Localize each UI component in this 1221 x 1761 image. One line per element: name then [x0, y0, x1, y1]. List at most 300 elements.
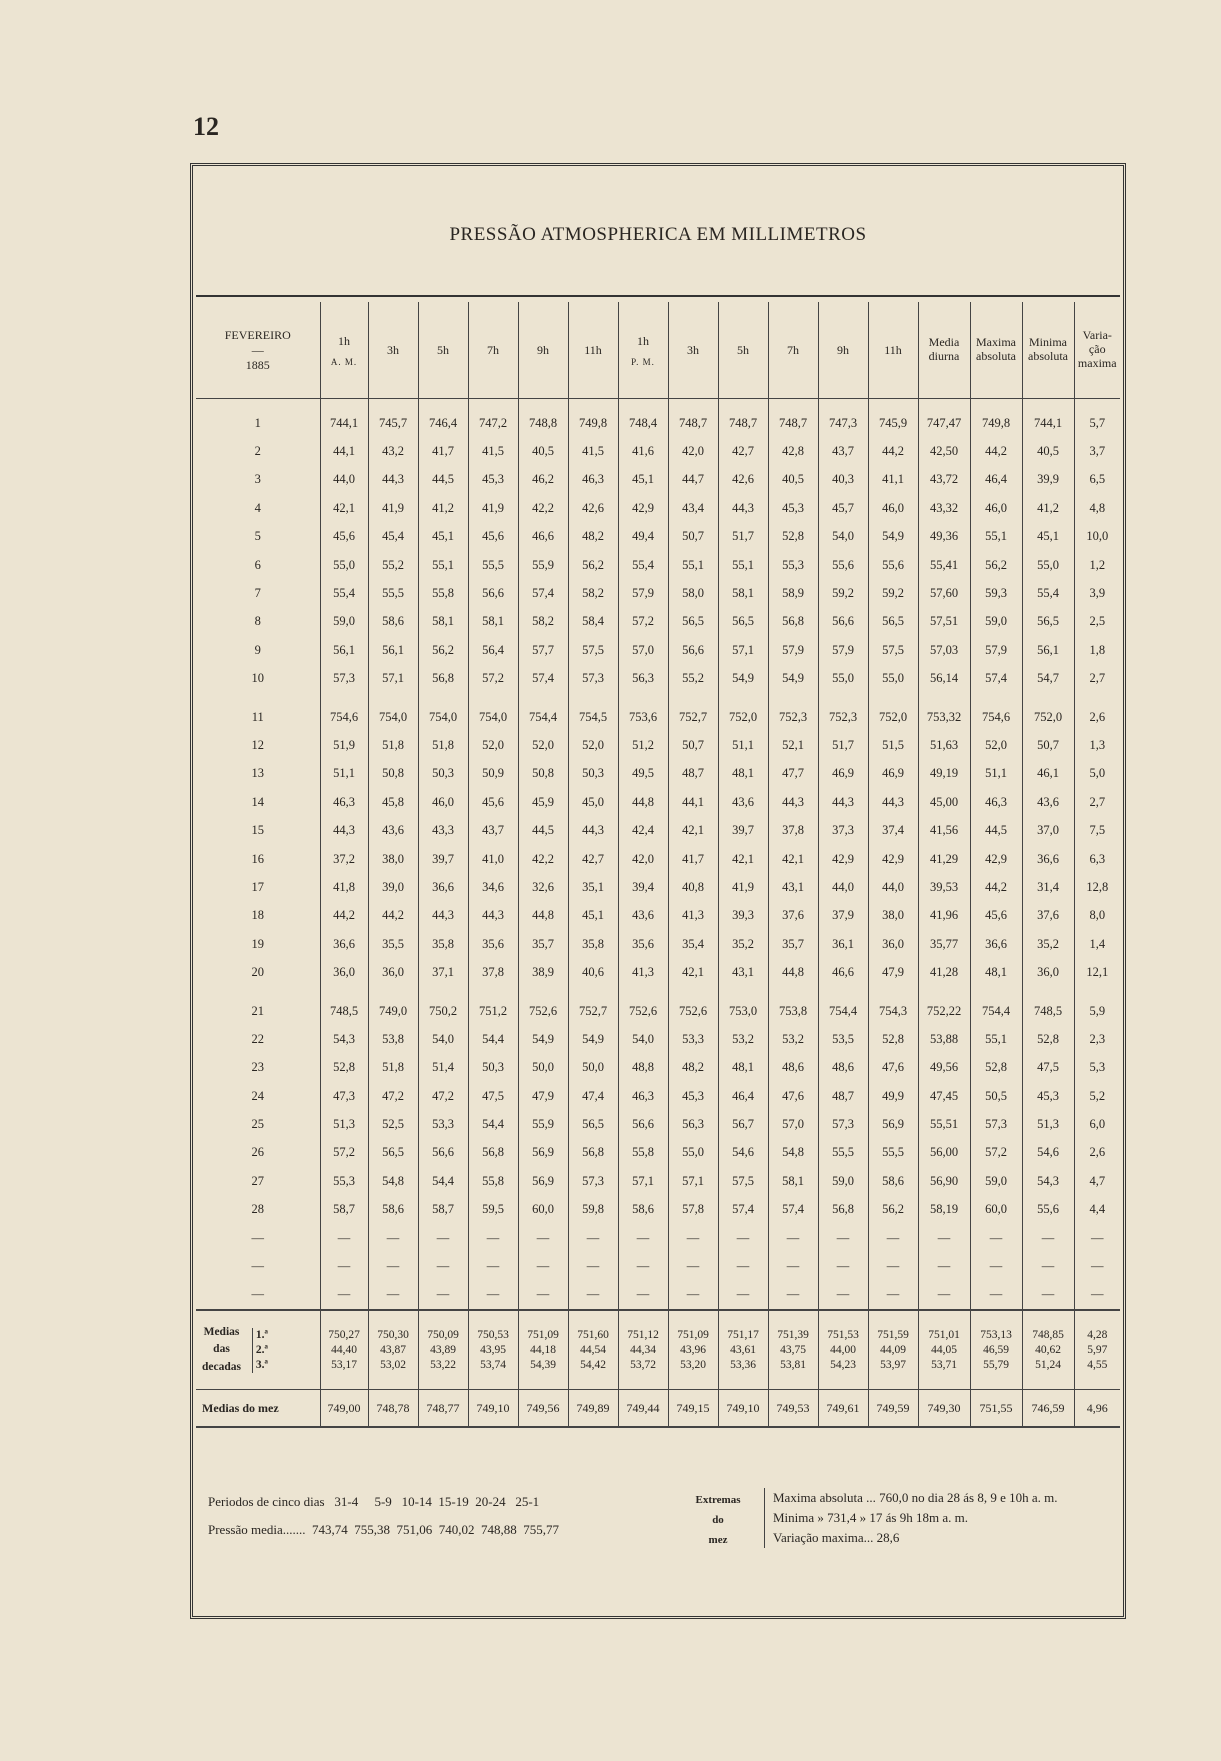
value-cell: 46,1 [1022, 760, 1074, 788]
table-row [196, 494, 1120, 522]
value-cell: 52,8 [320, 1054, 368, 1082]
value-cell: 748,5 [1022, 987, 1074, 1025]
value-cell: 57,1 [368, 665, 418, 693]
value-cell: 44,0 [868, 873, 918, 901]
value-cell: 2,3 [1074, 1025, 1120, 1053]
decade-mean-value: 750,30 [377, 1328, 409, 1341]
value-cell: 46,3 [320, 788, 368, 816]
value-cell: — [368, 1252, 418, 1280]
month-mean-cell: 749,10 [468, 1390, 518, 1428]
value-cell: 12,8 [1074, 873, 1120, 901]
value-cell: 48,1 [718, 760, 768, 788]
table-row [196, 523, 1120, 551]
value-cell: 53,88 [918, 1025, 970, 1053]
extrema-variacao: Variação maxima... 28,6 [773, 1530, 900, 1545]
value-cell: — [568, 1281, 618, 1310]
value-cell: 57,9 [768, 636, 818, 664]
value-cell: 55,41 [918, 551, 970, 579]
value-cell: 44,0 [818, 873, 868, 901]
extremas-block [764, 1488, 1058, 1548]
value-cell: 57,1 [718, 636, 768, 664]
decade-mean-value: 751,12 [627, 1328, 659, 1341]
value-cell: 52,8 [768, 523, 818, 551]
value-cell: 44,5 [418, 466, 468, 494]
value-cell: 42,9 [618, 494, 668, 522]
decade-mean-cell [1022, 1310, 1074, 1390]
value-cell: 51,7 [718, 523, 768, 551]
decade-mean-value: 4,55 [1087, 1358, 1108, 1371]
value-cell: 57,7 [518, 636, 568, 664]
value-cell: 46,3 [568, 466, 618, 494]
month-mean-cell: 749,30 [918, 1390, 970, 1428]
hour-header: 11h [568, 302, 618, 399]
value-cell: 36,1 [818, 930, 868, 958]
value-cell: 41,3 [618, 958, 668, 986]
day-cell: 18 [251, 908, 264, 923]
maxima-header: Maxima absoluta [970, 302, 1022, 399]
value-cell: 754,0 [368, 693, 418, 731]
value-cell: 51,2 [618, 731, 668, 759]
value-cell: 46,0 [418, 788, 468, 816]
value-cell: — [818, 1224, 868, 1252]
decade-mean-cell [918, 1310, 970, 1390]
value-cell: 56,5 [718, 608, 768, 636]
value-cell: 55,1 [718, 551, 768, 579]
value-cell: 56,5 [368, 1139, 418, 1167]
value-cell: 55,4 [320, 579, 368, 607]
value-cell: 41,9 [368, 494, 418, 522]
value-cell: 41,7 [668, 845, 718, 873]
value-cell: 37,8 [768, 816, 818, 844]
value-cell: 44,2 [368, 902, 418, 930]
day-cell: 16 [251, 851, 264, 866]
value-cell: 45,4 [368, 523, 418, 551]
value-cell: 1,8 [1074, 636, 1120, 664]
decade-mean-value: 44,05 [931, 1343, 957, 1356]
table-row [196, 873, 1120, 901]
table-row [196, 608, 1120, 636]
value-cell: 46,6 [518, 523, 568, 551]
value-cell: 45,1 [1022, 523, 1074, 551]
value-cell: 60,0 [518, 1196, 568, 1224]
value-cell: 52,0 [568, 731, 618, 759]
value-cell: 48,1 [718, 1054, 768, 1082]
table-row [196, 579, 1120, 607]
value-cell: 57,2 [468, 665, 518, 693]
value-cell: 748,7 [768, 399, 818, 438]
value-cell: 46,3 [970, 788, 1022, 816]
value-cell: 46,4 [970, 466, 1022, 494]
decade-mean-cell [618, 1310, 668, 1390]
value-cell: 53,2 [718, 1025, 768, 1053]
value-cell: 752,7 [568, 987, 618, 1025]
value-cell: 41,6 [618, 437, 668, 465]
decade-mean-value: 4,28 [1087, 1328, 1108, 1341]
day-cell: 7 [254, 586, 261, 601]
value-cell: 56,00 [918, 1139, 970, 1167]
month-mean-cell: 751,55 [970, 1390, 1022, 1428]
value-cell: — [970, 1281, 1022, 1310]
table-row [196, 902, 1120, 930]
value-cell: 57,2 [320, 1139, 368, 1167]
table-row [196, 1139, 1120, 1167]
value-cell: 45,7 [818, 494, 868, 522]
value-cell: 35,8 [568, 930, 618, 958]
value-cell: — [418, 1252, 468, 1280]
value-cell: 55,9 [518, 551, 568, 579]
decade-mean-value: 53,74 [480, 1358, 506, 1371]
day-cell: 6 [254, 557, 261, 572]
value-cell: 43,1 [768, 873, 818, 901]
summary-body [196, 1310, 1120, 1427]
value-cell: 48,2 [568, 523, 618, 551]
media-diurna-header: Media diurna [918, 302, 970, 399]
value-cell: — [518, 1252, 568, 1280]
value-cell: 59,0 [818, 1167, 868, 1195]
value-cell: 57,2 [970, 1139, 1022, 1167]
value-cell: 41,5 [568, 437, 618, 465]
value-cell: 36,6 [970, 930, 1022, 958]
value-cell: 42,1 [768, 845, 818, 873]
value-cell: 42,1 [668, 958, 718, 986]
day-cell: 20 [251, 965, 264, 980]
value-cell: 54,8 [368, 1167, 418, 1195]
value-cell: 46,9 [868, 760, 918, 788]
value-cell: 41,28 [918, 958, 970, 986]
hour-header: 9h [518, 302, 568, 399]
value-cell: — [418, 1224, 468, 1252]
hour-header: 3h [368, 302, 418, 399]
value-cell: 51,1 [718, 731, 768, 759]
value-cell: 2,7 [1074, 665, 1120, 693]
table-row [196, 1252, 1120, 1280]
hour-header: 3h [668, 302, 718, 399]
value-cell: 54,6 [718, 1139, 768, 1167]
table-row [196, 1281, 1120, 1310]
value-cell: 34,6 [468, 873, 518, 901]
value-cell: 42,9 [818, 845, 868, 873]
value-cell: 1,3 [1074, 731, 1120, 759]
decade-mean-value: 751,09 [677, 1328, 709, 1341]
value-cell: 10,0 [1074, 523, 1120, 551]
value-cell: 56,8 [418, 665, 468, 693]
value-cell: — [868, 1252, 918, 1280]
value-cell: 55,1 [970, 1025, 1022, 1053]
value-cell: 42,6 [568, 494, 618, 522]
value-cell: 56,9 [518, 1139, 568, 1167]
value-cell: 58,6 [618, 1196, 668, 1224]
value-cell: — [320, 1252, 368, 1280]
value-cell: 36,0 [1022, 958, 1074, 986]
value-cell: 55,0 [320, 551, 368, 579]
value-cell: 56,2 [970, 551, 1022, 579]
value-cell: 57,3 [568, 1167, 618, 1195]
table-row [196, 1224, 1120, 1252]
value-cell: 45,8 [368, 788, 418, 816]
value-cell: 55,0 [868, 665, 918, 693]
value-cell: 750,2 [418, 987, 468, 1025]
value-cell: 35,2 [1022, 930, 1074, 958]
decade-mean-cell [518, 1310, 568, 1390]
value-cell: 4,7 [1074, 1167, 1120, 1195]
value-cell: 56,90 [918, 1167, 970, 1195]
decade-mean-value: 46,59 [983, 1343, 1009, 1356]
value-cell: 51,63 [918, 731, 970, 759]
value-cell: 31,4 [1022, 873, 1074, 901]
value-cell: 55,0 [668, 1139, 718, 1167]
day-cell: 1 [254, 415, 261, 430]
value-cell: 46,0 [970, 494, 1022, 522]
value-cell: 42,1 [668, 816, 718, 844]
value-cell: 53,5 [818, 1025, 868, 1053]
value-cell: 55,9 [518, 1110, 568, 1138]
value-cell: 46,2 [518, 466, 568, 494]
value-cell: 746,4 [418, 399, 468, 438]
value-cell: 55,8 [418, 579, 468, 607]
value-cell: 48,7 [668, 760, 718, 788]
value-cell: 41,8 [320, 873, 368, 901]
day-cell: 26 [251, 1145, 264, 1160]
value-cell: 41,0 [468, 845, 518, 873]
value-cell: 50,8 [518, 760, 568, 788]
value-cell: 39,7 [718, 816, 768, 844]
value-cell: 55,1 [970, 523, 1022, 551]
value-cell: 47,5 [468, 1082, 518, 1110]
value-cell: 57,3 [970, 1110, 1022, 1138]
value-cell: 57,3 [568, 665, 618, 693]
value-cell: 37,6 [1022, 902, 1074, 930]
value-cell: 50,7 [668, 523, 718, 551]
value-cell: — [668, 1252, 718, 1280]
value-cell: 754,4 [518, 693, 568, 731]
value-cell: 41,2 [1022, 494, 1074, 522]
value-cell: 56,6 [668, 636, 718, 664]
value-cell: 754,0 [418, 693, 468, 731]
value-cell: 54,9 [518, 1025, 568, 1053]
value-cell: 54,6 [1022, 1139, 1074, 1167]
value-cell: 54,9 [868, 523, 918, 551]
value-cell: 55,2 [668, 665, 718, 693]
value-cell: 5,9 [1074, 987, 1120, 1025]
value-cell: 752,6 [618, 987, 668, 1025]
value-cell: 52,8 [1022, 1025, 1074, 1053]
value-cell: 44,1 [320, 437, 368, 465]
value-cell: 35,5 [368, 930, 418, 958]
value-cell: 50,7 [1022, 731, 1074, 759]
value-cell: 56,6 [468, 579, 518, 607]
day-cell: 23 [251, 1060, 264, 1075]
value-cell: 55,8 [468, 1167, 518, 1195]
medias-decadas-row [196, 1310, 1120, 1390]
day-cell: 27 [251, 1173, 264, 1188]
value-cell: 57,1 [618, 1167, 668, 1195]
table-row [196, 788, 1120, 816]
value-cell: 54,9 [568, 1025, 618, 1053]
value-cell: 50,3 [468, 1054, 518, 1082]
value-cell: 54,9 [718, 665, 768, 693]
decade-mean-cell [768, 1310, 818, 1390]
decade-mean-value: 44,18 [530, 1343, 556, 1356]
table-row [196, 1054, 1120, 1082]
value-cell: 54,7 [1022, 665, 1074, 693]
decade-mean-value: 43,75 [780, 1343, 806, 1356]
hour-header: 9h [818, 302, 868, 399]
decade-mean-value: 53,72 [630, 1358, 656, 1371]
value-cell: 43,7 [818, 437, 868, 465]
value-cell: 41,1 [868, 466, 918, 494]
value-cell: 55,3 [320, 1167, 368, 1195]
title-box [196, 169, 1120, 297]
medias-mez-row [196, 1390, 1120, 1428]
hour-header: 5h [718, 302, 768, 399]
value-cell: 43,4 [668, 494, 718, 522]
value-cell: 42,4 [618, 816, 668, 844]
value-cell: 53,2 [768, 1025, 818, 1053]
value-cell: 35,77 [918, 930, 970, 958]
value-cell: 45,00 [918, 788, 970, 816]
value-cell: 49,56 [918, 1054, 970, 1082]
hour-header: 5h [418, 302, 468, 399]
value-cell: 42,9 [970, 845, 1022, 873]
value-cell: 745,9 [868, 399, 918, 438]
value-cell: 58,6 [868, 1167, 918, 1195]
table-row [196, 551, 1120, 579]
value-cell: 44,2 [320, 902, 368, 930]
hour-header: 7h [468, 302, 518, 399]
table-row [196, 466, 1120, 494]
value-cell: 44,0 [320, 466, 368, 494]
value-cell: 56,5 [868, 608, 918, 636]
decade-mean-value: 54,39 [530, 1358, 556, 1371]
value-cell: 58,1 [418, 608, 468, 636]
month-mean-cell: 749,15 [668, 1390, 718, 1428]
extremas-label: Extremas do mez [695, 1494, 741, 1546]
value-cell: 56,6 [818, 608, 868, 636]
value-cell: 3,9 [1074, 579, 1120, 607]
value-cell: — [368, 1281, 418, 1310]
value-cell: 56,5 [1022, 608, 1074, 636]
value-cell: 42,8 [768, 437, 818, 465]
value-cell: — [918, 1224, 970, 1252]
value-cell: 55,0 [1022, 551, 1074, 579]
value-cell: 43,1 [718, 958, 768, 986]
table-row [196, 1196, 1120, 1224]
value-cell: — [618, 1224, 668, 1252]
value-cell: 49,36 [918, 523, 970, 551]
value-cell: 54,3 [320, 1025, 368, 1053]
value-cell: 44,8 [768, 958, 818, 986]
value-cell: 56,4 [468, 636, 518, 664]
value-cell: 5,0 [1074, 760, 1120, 788]
decade-mean-value: 751,60 [577, 1328, 609, 1341]
value-cell: 51,4 [418, 1054, 468, 1082]
value-cell: 749,8 [970, 399, 1022, 438]
value-cell: 55,5 [368, 579, 418, 607]
value-cell: 749,0 [368, 987, 418, 1025]
decade-mean-cell [418, 1310, 468, 1390]
medias-decadas-label: Medias das decadas 1.ª 2.ª 3.ª [196, 1310, 320, 1390]
value-cell: 35,1 [568, 873, 618, 901]
decade-mean-value: 53,02 [380, 1358, 406, 1371]
extrema-maxima: Maxima absoluta ... 760,0 no dia 28 ás 8, 9 e 10h a. m. [773, 1490, 1058, 1505]
value-cell: — [768, 1252, 818, 1280]
value-cell: 39,9 [1022, 466, 1074, 494]
value-cell: 35,4 [668, 930, 718, 958]
value-cell: 59,0 [320, 608, 368, 636]
table-row [196, 760, 1120, 788]
value-cell: 41,29 [918, 845, 970, 873]
value-cell: 12,1 [1074, 958, 1120, 986]
month-mean-cell: 749,59 [868, 1390, 918, 1428]
value-cell: 57,0 [768, 1110, 818, 1138]
value-cell: 44,3 [468, 902, 518, 930]
value-cell: 56,8 [768, 608, 818, 636]
value-cell: — [1022, 1224, 1074, 1252]
value-cell: 754,0 [468, 693, 518, 731]
value-cell: 49,5 [618, 760, 668, 788]
table-row [196, 1082, 1120, 1110]
decade-mean-value: 53,81 [780, 1358, 806, 1371]
value-cell: 45,3 [468, 466, 518, 494]
value-cell: 42,7 [718, 437, 768, 465]
value-cell: 56,8 [818, 1196, 868, 1224]
value-cell: 44,3 [868, 788, 918, 816]
day-cell: 22 [251, 1031, 264, 1046]
value-cell: 56,1 [368, 636, 418, 664]
value-cell: 50,9 [468, 760, 518, 788]
am-label: A. M. [330, 356, 358, 367]
value-cell: 39,3 [718, 902, 768, 930]
value-cell: 5,3 [1074, 1054, 1120, 1082]
value-cell: 52,0 [468, 731, 518, 759]
value-cell: 55,1 [668, 551, 718, 579]
value-cell: 747,2 [468, 399, 518, 438]
decade-mean-value: 753,13 [980, 1328, 1012, 1341]
value-cell: 4,8 [1074, 494, 1120, 522]
value-cell: 48,2 [668, 1054, 718, 1082]
value-cell: 53,3 [668, 1025, 718, 1053]
decade-mean-value: 54,23 [830, 1358, 856, 1371]
value-cell: 39,0 [368, 873, 418, 901]
value-cell: 58,2 [518, 608, 568, 636]
value-cell: 55,1 [418, 551, 468, 579]
decade-mean-value: 43,95 [480, 1343, 506, 1356]
value-cell: 57,8 [668, 1196, 718, 1224]
month-mean-cell: 749,44 [618, 1390, 668, 1428]
value-cell: — [868, 1281, 918, 1310]
day-cell: 24 [251, 1088, 264, 1103]
value-cell: 46,0 [868, 494, 918, 522]
value-cell: 49,9 [868, 1082, 918, 1110]
value-cell: 748,8 [518, 399, 568, 438]
day-cell: 21 [251, 1003, 264, 1018]
value-cell: 47,9 [518, 1082, 568, 1110]
value-cell: 56,1 [1022, 636, 1074, 664]
value-cell: 41,5 [468, 437, 518, 465]
value-cell: 57,60 [918, 579, 970, 607]
day-cell: — [251, 1259, 264, 1274]
value-cell: 5,2 [1074, 1082, 1120, 1110]
table-row [196, 437, 1120, 465]
value-cell: 44,3 [718, 494, 768, 522]
value-cell: 57,5 [568, 636, 618, 664]
value-cell: 58,2 [568, 579, 618, 607]
minima-header: Minima absoluta [1022, 302, 1074, 399]
day-cell: 2 [254, 444, 261, 459]
day-cell: 17 [251, 879, 264, 894]
value-cell: 748,7 [668, 399, 718, 438]
decade-mean-value: 54,42 [580, 1358, 606, 1371]
